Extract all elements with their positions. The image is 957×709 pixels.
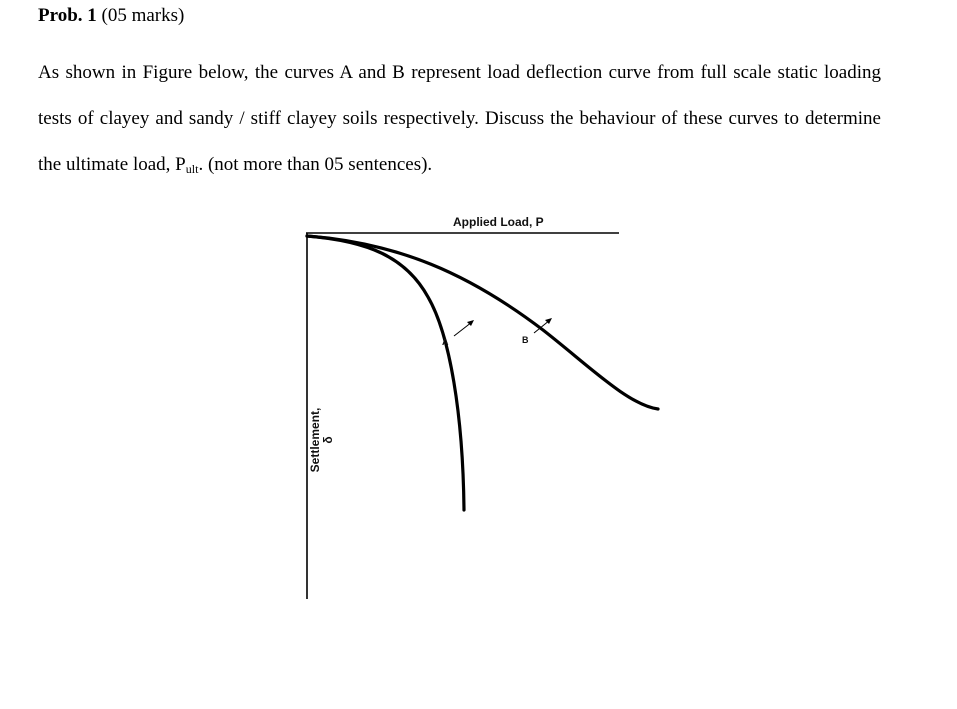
- curve-a-label: A: [442, 337, 449, 347]
- curve-b: [307, 236, 658, 409]
- y-axis-label: Settlement,: [308, 407, 322, 473]
- y-axis-label-group: [308, 408, 335, 473]
- problem-heading: [38, 4, 184, 28]
- curve-a: [307, 236, 464, 510]
- x-axis-label: Applied Load, P: [453, 215, 544, 229]
- y-axis-symbol: δ: [321, 436, 335, 444]
- question-text: As shown in Figure below, the curves A and B represent load deflection curve from full scale static loading tests of clayey and sandy / stiff clayey soils respectively. Discuss the behaviour of these curves to determine the ultimate load, P: [38, 62, 881, 175]
- load-settlement-figure: [288, 205, 668, 605]
- question-paragraph: [38, 50, 881, 188]
- question-text-end: . (not more than 05 sentences).: [198, 154, 433, 175]
- curve-b-label: B: [522, 335, 529, 345]
- problem-label: Prob. 1: [38, 5, 97, 26]
- load-settlement-diagram: [288, 205, 668, 605]
- question-subscript: ult: [185, 162, 199, 176]
- problem-marks: (05 marks): [101, 5, 185, 26]
